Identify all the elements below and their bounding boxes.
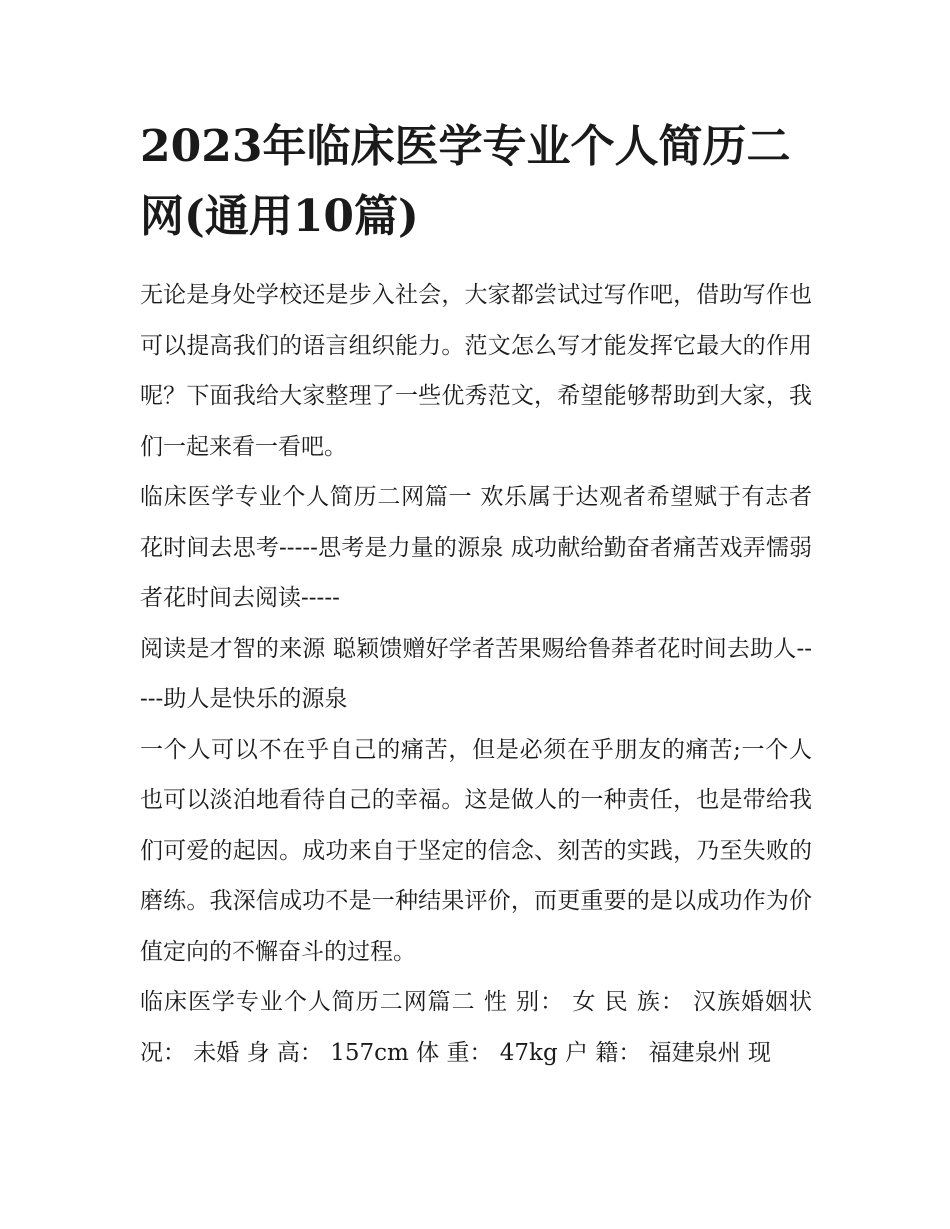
document-title: 2023年临床医学专业个人简历二网(通用10篇) [140, 121, 791, 242]
body-paragraph: 临床医学专业个人简历二网篇一 欢乐属于达观者希望赋于有志者花时间去思考-----思考是力量的源泉 成功献给勤奋者痛苦戏弄懦弱者花时间去阅读----- [140, 484, 812, 611]
intro-paragraph: 无论是身处学校还是步入社会，大家都尝试过写作吧，借助写作也可以提高我们的语言组织能力。范文怎么写才能发挥它最大的作用呢？下面我给大家整理了一些优秀范文，希望能够帮助到大家，我们一起来看一看吧。 [140, 282, 812, 460]
body-paragraph: 阅读是才智的来源 聪颖馈赠好学者苦果赐给鲁莽者花时间去助人-----助人是快乐的源泉 [140, 635, 812, 712]
body-paragraph: 临床医学专业个人简历二网篇二 性 别： 女 民 族： 汉族婚姻状况： 未婚 身 高： 157cm 体 重： 47kg 户 籍： 福建泉州 现 [140, 989, 812, 1066]
document-page [140, 112, 812, 1078]
body-paragraph: 一个人可以不在乎自己的痛苦，但是必须在乎朋友的痛苦;一个人也可以淡泊地看待自己的幸福。这是做人的一种责任，也是带给我们可爱的起因。成功来自于坚定的信念、刻苦的实践，乃至失败的磨练。我深信成功不是一种结果评价，而更重要的是以成功作为价值定向的不懈奋斗的过程。 [140, 736, 812, 965]
